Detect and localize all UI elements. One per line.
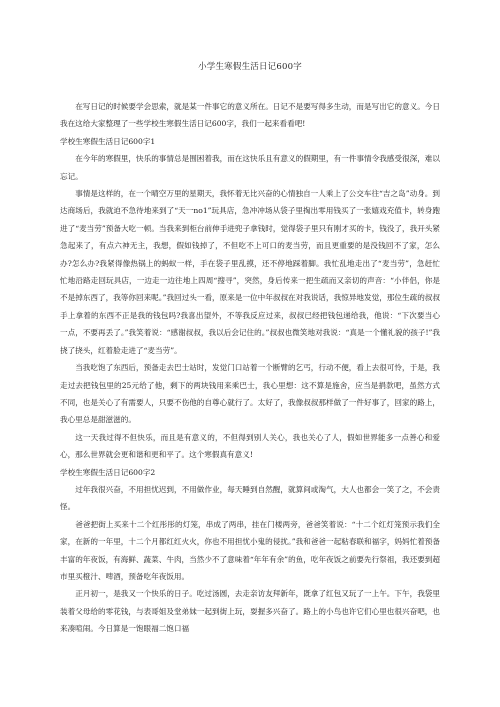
document-body	[60, 98, 440, 638]
paragraph: 事情是这样的，在一个晴空万里的星期天，我怀着无比兴奋的心情独自一人乘上了公交车往“吉之岛”动身。到达商场后，我就迫不急待地来到了“天一no1”玩具店，急冲冲场从袋子里掏出零用钱买了一张嬉戏充值卡，转身跑进了“麦当劳”预备大吃一顿。当我来到柜台前伸手进兜子拿钱时，觉得袋子里只有刚才买的卡，钱没了，我开头紧急起来了，有点六神无主，我想，假如钱掉了，不但吃不上可口的麦当劳，而且更重要的是没钱回不了家，怎么办?怎么办?我紧得像热锅上的蚂蚁一样，手在袋子里乱摸，还不停地踩着脚。我忙乱地走出了“麦当劳”，急赶忙忙地沿路走回玩具店，一边走一边往地上四周“搜寻”，突然，身后传来一把生疏而又亲切的声音：“小伴侣，你是不是掉东西了，我等你回来呢。”我回过头一看，原来是一位中年叔叔在对我说话，我惊异地发觉，那位生疏的叔叔手上拿着的东西不正是我的钱包吗?我喜出望外，不等我反应过来，叔叔已经把钱包递给我，他说：“下次要当心一点，不要再丢了。”我笑着说：“感谢叔叔，我以后会记住的。”叔叔也微笑地对我说：“真是一个懂礼貌的孩子!”我挠了挠头，红着脸走进了“麦当劳”。	[60, 189, 440, 355]
paragraph: 这一天我过得不但快乐，而且是有意义的，不但得到别人关心，我也关心了人，假如世界能多一点善心和爱心，那么世界就会更和谐和更和平了。这个寒假真有意义!	[60, 432, 440, 460]
section-heading: 学校生寒假生活日记600字2	[60, 467, 156, 477]
paragraph: 在写日记的时候要学会思索，就是某一件事它的意义所在。日记不是要写得多生动，而是写出它的意义。今日我在这给大家整理了一些学校生寒假生活日记600字，我们一起来看看吧!	[60, 102, 440, 129]
paragraph: 在今年的寒假里，快乐的事情总是围困着我，而在这快乐且有意义的假期里，有一件事情令我感受很深，难以忘记。	[60, 154, 440, 181]
paragraph: 过年我很兴奋，不用担忧迟到，不用做作业，每天睡到自然醒，就算间或淘气，大人也都会一笑了之，不会责怪。	[60, 484, 440, 512]
page-title: 小学生寒假生活日记600字	[198, 62, 302, 72]
section-heading: 学校生寒假生活日记600字1	[60, 136, 156, 146]
paragraph: 正月初一，是我又一个快乐的日子。吃过汤圆，去走亲访友拜新年，既拿了红包又玩了一上午。下午，我袋里装着父母给的零花钱，与表哥姐及堂弟妹一起到街上玩，耍握多兴奋了。路上的小鸟也许它们心里也很兴奋吧，也来凑喧闹。今日算是一饱眼福二饱口福	[60, 589, 440, 634]
paragraph: 当我吃饱了东西后，预备走去巴士站时，发觉门口站着一个断臂的乞丐，行动不便，看上去很可怜，于是，我走过去把钱包里的25元给了他，剩下的两块钱用来乘巴士，我心里想：这不算是施舍，应当是捐款吧，虽然方式不同，也是关心了有需要人，只要不伤他的自尊心就行了。太好了，我像叔叔那样做了一件好事了，回家的路上，我心里总是甜滋滋的。	[60, 363, 440, 425]
paragraph: 爸爸把街上买来十二个红彤彤的灯笼，串成了两串，挂在门楼两旁，爸爸笑着说：“十二个红灯笼预示我们全家，在新的一年里，十二个月都红红火火，你也不用担忧小鬼的侵扰。”我和爸爸一起粘春联和福字，妈妈忙着预备丰富的年夜饭，有海鲜、蔬菜、牛肉，当然少不了意味着“年年有余”的鱼，吃年夜饭之前要先行祭祖，我还要到超市里买橙汁、啤酒，预备吃年夜饭用。	[60, 519, 440, 581]
